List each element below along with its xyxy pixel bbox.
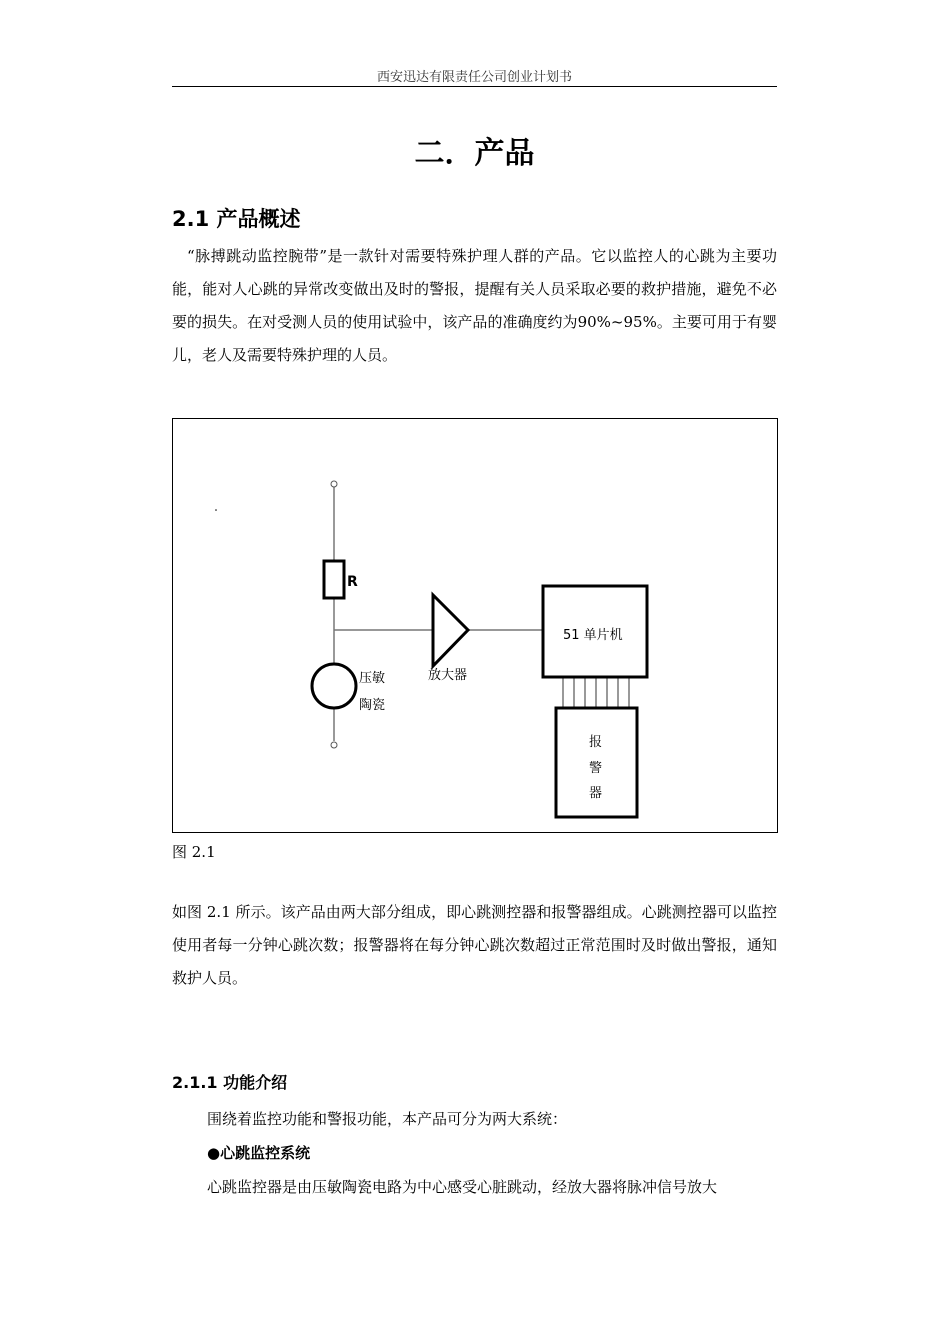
sensor-label-1: 压敏: [359, 671, 386, 686]
mcu-label: 51 单片机: [563, 628, 623, 643]
figure-caption: 图 2.1: [172, 843, 216, 861]
chapter-title: 二．产品: [414, 136, 535, 171]
resistor: [324, 561, 344, 598]
piezo-ceramic: [312, 664, 356, 708]
systems-intro: 围绕着监控功能和警报功能，本产品可分为两大系统：: [207, 1110, 568, 1128]
terminal-top: [331, 481, 337, 487]
alarm-label: 报: [589, 735, 603, 750]
section-heading: 2.1 产品概述: [172, 207, 301, 231]
alarm-label: 器: [589, 786, 603, 801]
sensor-label-2: 陶瓷: [359, 698, 386, 713]
figure-description: 如图 2.1 所示。该产品由两大部分组成，即心跳测控器和报警器组成。心跳测控器可以监控使用者每一分钟心跳次数；报警器将在每分钟心跳次数超过正常范围时及时做出警报，通知救护人员。: [172, 903, 777, 987]
amplifier: [433, 595, 468, 666]
subsection-heading: 2.1.1 功能介绍: [172, 1073, 288, 1092]
page-header: 西安迅达有限责任公司创业计划书: [376, 70, 572, 85]
header-divider: [172, 86, 777, 87]
monitor-description: 心跳监控器是由压敏陶瓷电路为中心感受心脏跳动，经放大器将脉冲信号放大: [207, 1178, 718, 1196]
resistor-label: R: [347, 574, 358, 590]
alarm-label: 警: [589, 761, 603, 776]
overview-paragraph: “脉搏跳动监控腕带”是一款针对需要特殊护理人群的产品。它以监控人的心跳为主要功能，能对人心跳的异常改变做出及时的警报，提醒有关人员采取必要的救护措施，避免不必要的损失。在对受测人员的使用试验中，该产品的准确度约为90%~95%。主要可用于有婴儿，老人及需要特殊护理的人员。: [172, 247, 777, 364]
amplifier-label: 放大器: [428, 668, 468, 683]
bullet-heading: ●心跳监控系统: [207, 1144, 311, 1162]
circuit-diagram: [172, 418, 778, 833]
terminal-bottom: [331, 742, 337, 748]
